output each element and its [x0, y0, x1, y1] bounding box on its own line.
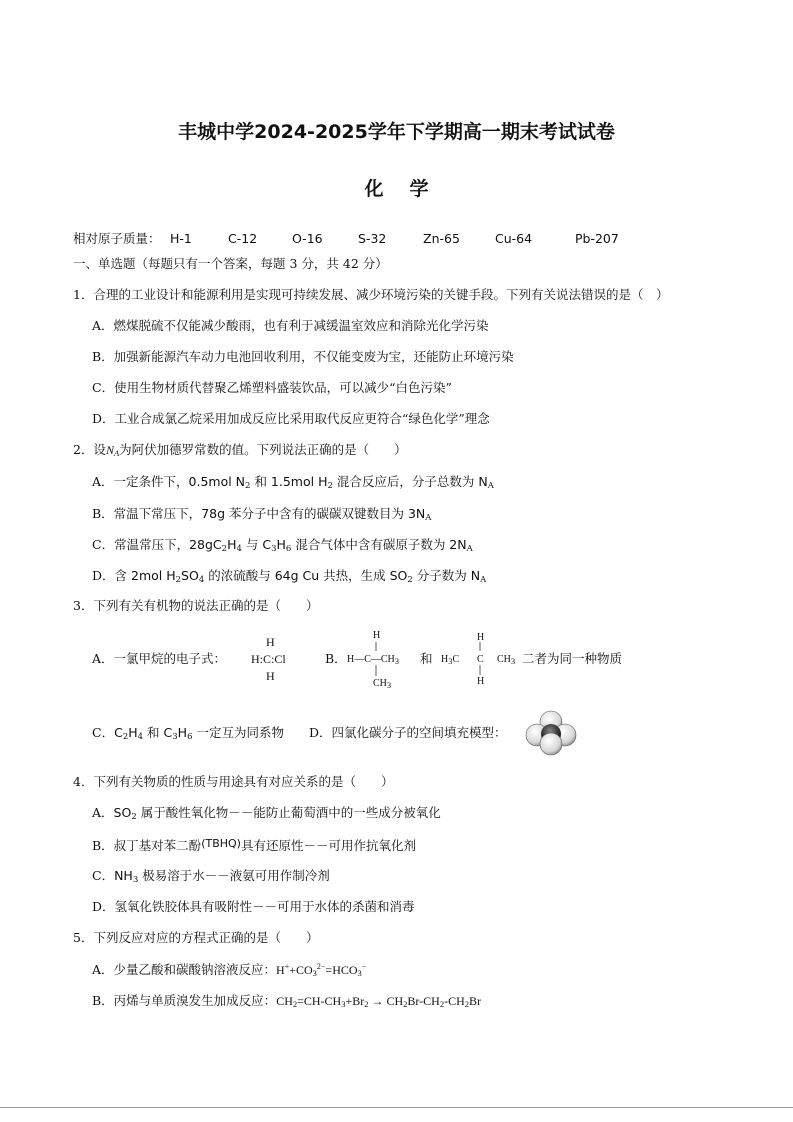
atomic-mass-pb: Pb-207	[575, 231, 619, 246]
q3-option-b-label: B．	[325, 651, 347, 666]
q3-a-formula-bot: H	[266, 669, 275, 683]
q3-option-d: D．四氯化碳分子的空间填充模型：	[309, 725, 507, 740]
q3-option-c: C．$C_2H_4$ 和 $C_3H_6$ 一定互为同系物	[92, 725, 284, 742]
q2-option-c: C．常温常压下，$28gC_2H_4$ 与 $C_3H_6$ 混合气体中含有碳原子数为 $2N_A$	[92, 537, 473, 554]
q3-option-a: A．一氯甲烷的电子式：	[92, 651, 227, 666]
q4-option-c: C．$NH_3$ 极易溶于水－－液氨可用作制冷剂	[92, 868, 330, 885]
q5-stem: 5．下列反应对应的方程式正确的是（ ）	[73, 930, 319, 945]
q3-b-f2-bonds	[474, 641, 488, 677]
q1-option-c: C．使用生物材质代替聚乙烯塑料盛装饮品，可以减少“白色污染”	[92, 380, 452, 395]
ccl4-space-filling-model-icon	[525, 710, 577, 756]
q3-b-f1-bot: $CH_3$	[373, 678, 392, 690]
q2-stem: 2．设$N_A$为阿伏加德罗常数的值。下列说法正确的是（ ）	[73, 442, 407, 458]
q3-b-and: 和	[420, 651, 433, 666]
na-symbol: $N_A$	[105, 443, 120, 458]
q4-option-d: D．氢氧化铁胶体具有吸附性－－可用于水体的杀菌和消毒	[92, 899, 415, 914]
q4-stem: 4．下列有关物质的性质与用途具有对应关系的是（ ）	[73, 774, 394, 789]
q5-option-a: A．少量乙酸和碳酸钠溶液反应：$H^++CO_3^{2-}=HCO_3^-$	[92, 962, 367, 978]
atomic-mass-h: H-1	[170, 231, 192, 246]
q5-option-b: B．丙烯与单质溴发生加成反应：$CH_2=CH-CH_3+Br_2 \to CH_2Br-CH_2-CH_2Br$	[92, 993, 482, 1009]
subject-title: 化学	[364, 178, 455, 200]
q3-b-f1-mid: $H—C—CH_3$	[347, 654, 400, 666]
q3-b-f1-bonds	[370, 640, 384, 680]
footer-divider	[0, 1107, 793, 1108]
q2-option-d: D．含 2mol $H_2SO_4$ 的浓硫酸与 64g Cu 共热，生成 $SO_2$ 分子数为 $N_A$	[92, 568, 487, 585]
q3-b-f2-top: H	[477, 632, 485, 643]
atomic-mass-o: O-16	[292, 231, 323, 246]
q3-b-f2-right: $CH_3$	[497, 654, 516, 666]
q3-b-f2-left: $H_3C$	[441, 654, 460, 666]
q2-option-a: A．一定条件下，0.5mol $N_2$ 和 1.5mol $H_2$ 混合反应后，分子总数为 $N_A$	[92, 474, 494, 491]
atomic-mass-s: S-32	[358, 231, 387, 246]
atomic-mass-cu: Cu-64	[495, 231, 533, 246]
q3-stem: 3．下列有关有机物的说法正确的是（ ）	[73, 598, 319, 613]
q2-option-b: B．常温下常压下，78g 苯分子中含有的碳碳双键数目为 $3N_A$	[92, 506, 432, 523]
q3-b-f1-top: H	[373, 630, 381, 641]
q3-b-f2-bot: H	[477, 676, 485, 687]
q1-option-b: B．加强新能源汽车动力电池回收利用，不仅能变废为宝，还能防止环境污染	[92, 349, 514, 364]
q1-stem: 1．合理的工业设计和能源利用是实现可持续发展、减少环境污染的关键手段。下列有关说法错误的是（ ）	[73, 287, 669, 302]
atomic-mass-c: C-12	[228, 231, 258, 246]
q3-a-formula-mid: H:C:Cl	[251, 652, 286, 666]
q4-option-a: A．$SO_2$ 属于酸性氧化物－－能防止葡萄酒中的一些成分被氧化	[92, 805, 441, 822]
section-heading: 一、单选题（每题只有一个答案，每题 3 分，共 42 分）	[73, 256, 388, 271]
q3-a-formula-top: H	[266, 635, 275, 649]
q5-a-equation: $H^++CO_3^{2-}=HCO_3^-$	[276, 962, 367, 978]
q1-option-a: A．燃煤脱硫不仅能减少酸雨，也有利于减缓温室效应和消除光化学污染	[92, 318, 489, 333]
q1-option-d: D．工业合成氯乙烷采用加成反应比采用取代反应更符合“绿色化学”理念	[92, 411, 490, 426]
q3-b-text: 二者为同一种物质	[522, 651, 623, 666]
paper-title: 丰城中学2024-2025学年下学期高一期末考试试卷	[178, 121, 615, 143]
q3-b-f2-c: C	[477, 654, 484, 665]
atomic-mass-label: 相对原子质量：	[73, 231, 161, 246]
atomic-mass-zn: Zn-65	[423, 231, 460, 246]
q5-b-equation: $CH_2=CH-CH_3+Br_2 \to CH_2Br-CH_2-CH_2Br$	[276, 994, 482, 1009]
q4-option-b: B．叔丁基对苯二酚(TBHQ)具有还原性－－可用作抗氧化剂	[92, 837, 416, 853]
